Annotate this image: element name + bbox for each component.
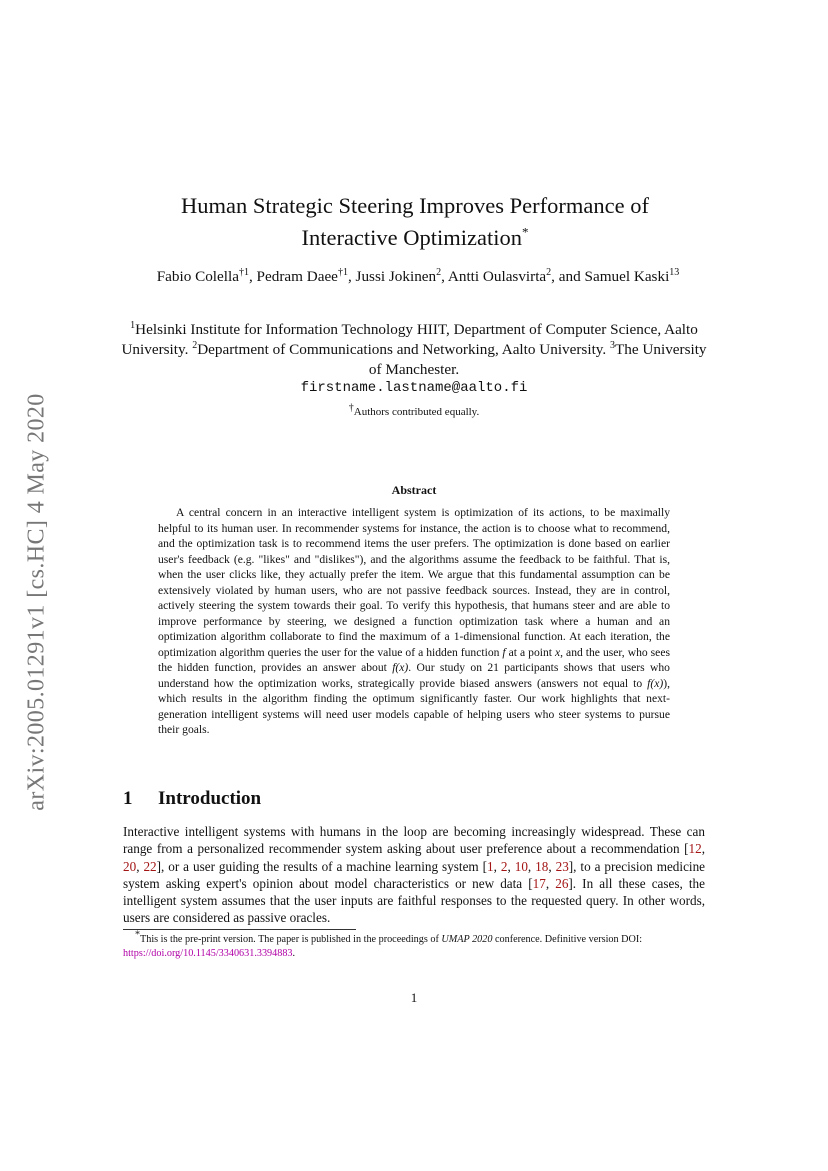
- dagger-mark: †: [348, 402, 354, 414]
- author-list: [118, 267, 718, 287]
- footnote-text: conference. Definitive version DOI:: [492, 934, 643, 945]
- doi-link[interactable]: https://doi.org/10.1145/3340631.3394883: [123, 948, 293, 959]
- intro-text: Interactive intelligent systems with humans in the loop are becoming increasingly widespread. These can range from a personalized recommender system asking about user preference about a recommendation [: [123, 824, 705, 857]
- author-affil-mark: 2: [436, 266, 442, 278]
- citation-link[interactable]: 12: [688, 841, 702, 857]
- equal-contribution-note: [118, 402, 710, 418]
- affiliation-3: The University of Manchester.: [368, 341, 707, 378]
- abstract-heading: Abstract: [391, 483, 437, 497]
- paper-title: [140, 190, 690, 254]
- author-name: Jussi Jokinen: [355, 268, 437, 285]
- author-separator: , and: [551, 268, 585, 285]
- author-name: Samuel Kaski: [584, 268, 670, 285]
- footnote: [123, 929, 705, 961]
- author-separator: ,: [347, 268, 356, 285]
- author-name: Pedram Daee: [256, 268, 338, 285]
- author-separator: ,: [441, 268, 448, 285]
- affiliations: [118, 320, 710, 380]
- author-affil-mark: †1: [238, 266, 249, 278]
- affil-mark: 3: [610, 339, 615, 351]
- citation-link[interactable]: 26: [555, 875, 569, 891]
- author-name: Fabio Colella: [156, 268, 239, 285]
- title-footnote-mark: *: [522, 224, 529, 240]
- footnote-text: .: [292, 948, 296, 959]
- equal-contribution-text: Authors contributed equally.: [353, 406, 480, 418]
- arxiv-identifier: arXiv:2005.01291v1 [cs.HC] 4 May 2020: [23, 393, 50, 811]
- author-name: Antti Oulasvirta: [447, 268, 547, 285]
- author-affil-mark: †1: [337, 266, 348, 278]
- page-number: 1: [410, 990, 418, 1005]
- intro-text: ], or a user guiding the results of a machine learning system [: [156, 858, 488, 874]
- citation-link[interactable]: 17: [532, 875, 546, 891]
- author-affil-mark: 2: [546, 266, 552, 278]
- abstract-text: A central concern in an interactive intelligent system is optimization of its actions, to be maximally helpful to its human user. In recommender systems for instance, the action is to choose what to recommend, and the optimization task is to recommend items the user prefers. The optimization is done based on earlier user's feedback (e.g. "likes" and "dislikes"), and the algorithms assume the feedback to be faithful. That is, when the user clicks like, they actually prefer the item. We argue that this fundamental assumption can be extensively violated by human users, who are not passive feedback sources. Instead, they are in control, actively steering the system towards their goal. To verify this hypothesis, that humans steer and are able to improve performance by steering, we designed a function optimization task where a human and an optimization algorithm collaborate to find the maximum of a 1-dimensional function. At each iteration, the optimization algorithm queries the user for the value of a hidden function: [158, 506, 670, 659]
- intro-text: ]. In all these cases, the intelligent system assumes that the user inputs are faithful responses to the requested query. In other words, users are considered as passive oracles.: [123, 875, 706, 926]
- title-line-2: Interactive Optimization: [301, 225, 523, 250]
- footnote-mark: *: [135, 929, 140, 941]
- citation-link[interactable]: 1: [487, 858, 494, 874]
- citation-link[interactable]: 23: [555, 858, 569, 874]
- math-x: x: [555, 645, 561, 659]
- affil-mark: 1: [130, 319, 136, 331]
- abstract-text: . Our study on 21 participants shows that users who understand how the optimization works, strategically provide biased answers (answers not equal to: [158, 661, 670, 690]
- abstract-text: ), which results in the algorithm finding the optimum significantly faster. Our work highlights that next-generation intelligent systems will need user models capable of helping users who steer systems to pursue their goals.: [158, 676, 670, 736]
- footnote-venue: UMAP 2020: [441, 934, 493, 945]
- contact-email: firstname.lastname@aalto.fi: [300, 380, 528, 396]
- math-fx: f(x): [392, 661, 409, 674]
- affiliation-2: Department of Communications and Networking, Aalto University.: [197, 341, 610, 358]
- abstract-text: , and the user, who sees the hidden function, provides an answer about: [158, 645, 670, 674]
- footnote-text: This is the pre-print version. The paper is published in the proceedings of: [140, 934, 442, 945]
- affil-mark: 2: [192, 339, 198, 351]
- citation-link[interactable]: 20: [123, 858, 137, 874]
- citation-link[interactable]: 10: [514, 858, 528, 874]
- section-heading: [123, 788, 523, 810]
- abstract-text: at a point: [505, 645, 555, 659]
- section-number: 1: [123, 788, 133, 809]
- citation-link[interactable]: 18: [535, 858, 549, 874]
- author-affil-mark: 13: [669, 266, 680, 278]
- author-separator: ,: [248, 268, 257, 285]
- intro-text: ], to a precision medicine system asking expert's opinion about model characteristics or new data [: [123, 858, 706, 891]
- abstract-body: [158, 505, 670, 738]
- affiliation-1: Helsinki Institute for Information Technology HIIT, Department of Computer Science, Aalto University.: [121, 321, 698, 358]
- arxiv-sidebar: [14, 362, 60, 842]
- math-fx: f(x): [647, 676, 664, 690]
- citation-link[interactable]: 2: [500, 858, 508, 874]
- footnote-rule: [123, 929, 356, 930]
- citation-link[interactable]: 22: [143, 858, 157, 874]
- introduction-paragraph: Interactive intelligent systems with humans in the loop are becoming increasingly widespread. These can range from a personalized recommender system asking about user preference about a recommendation [12, 20, 22], or a user guiding the results of a machine learning system [1, 2, 10, 18, 23], to a precision medicine system asking expert's opinion about model characteristics or new data [17, 26]. In all these cases, the intelligent system assumes that the user inputs are faithful responses to the requested query. In other words, users are considered as passive oracles.: [123, 824, 706, 926]
- title-line-1: Human Strategic Steering Improves Performance of: [181, 193, 649, 218]
- math-f: f: [502, 645, 506, 659]
- section-title: Introduction: [158, 788, 262, 809]
